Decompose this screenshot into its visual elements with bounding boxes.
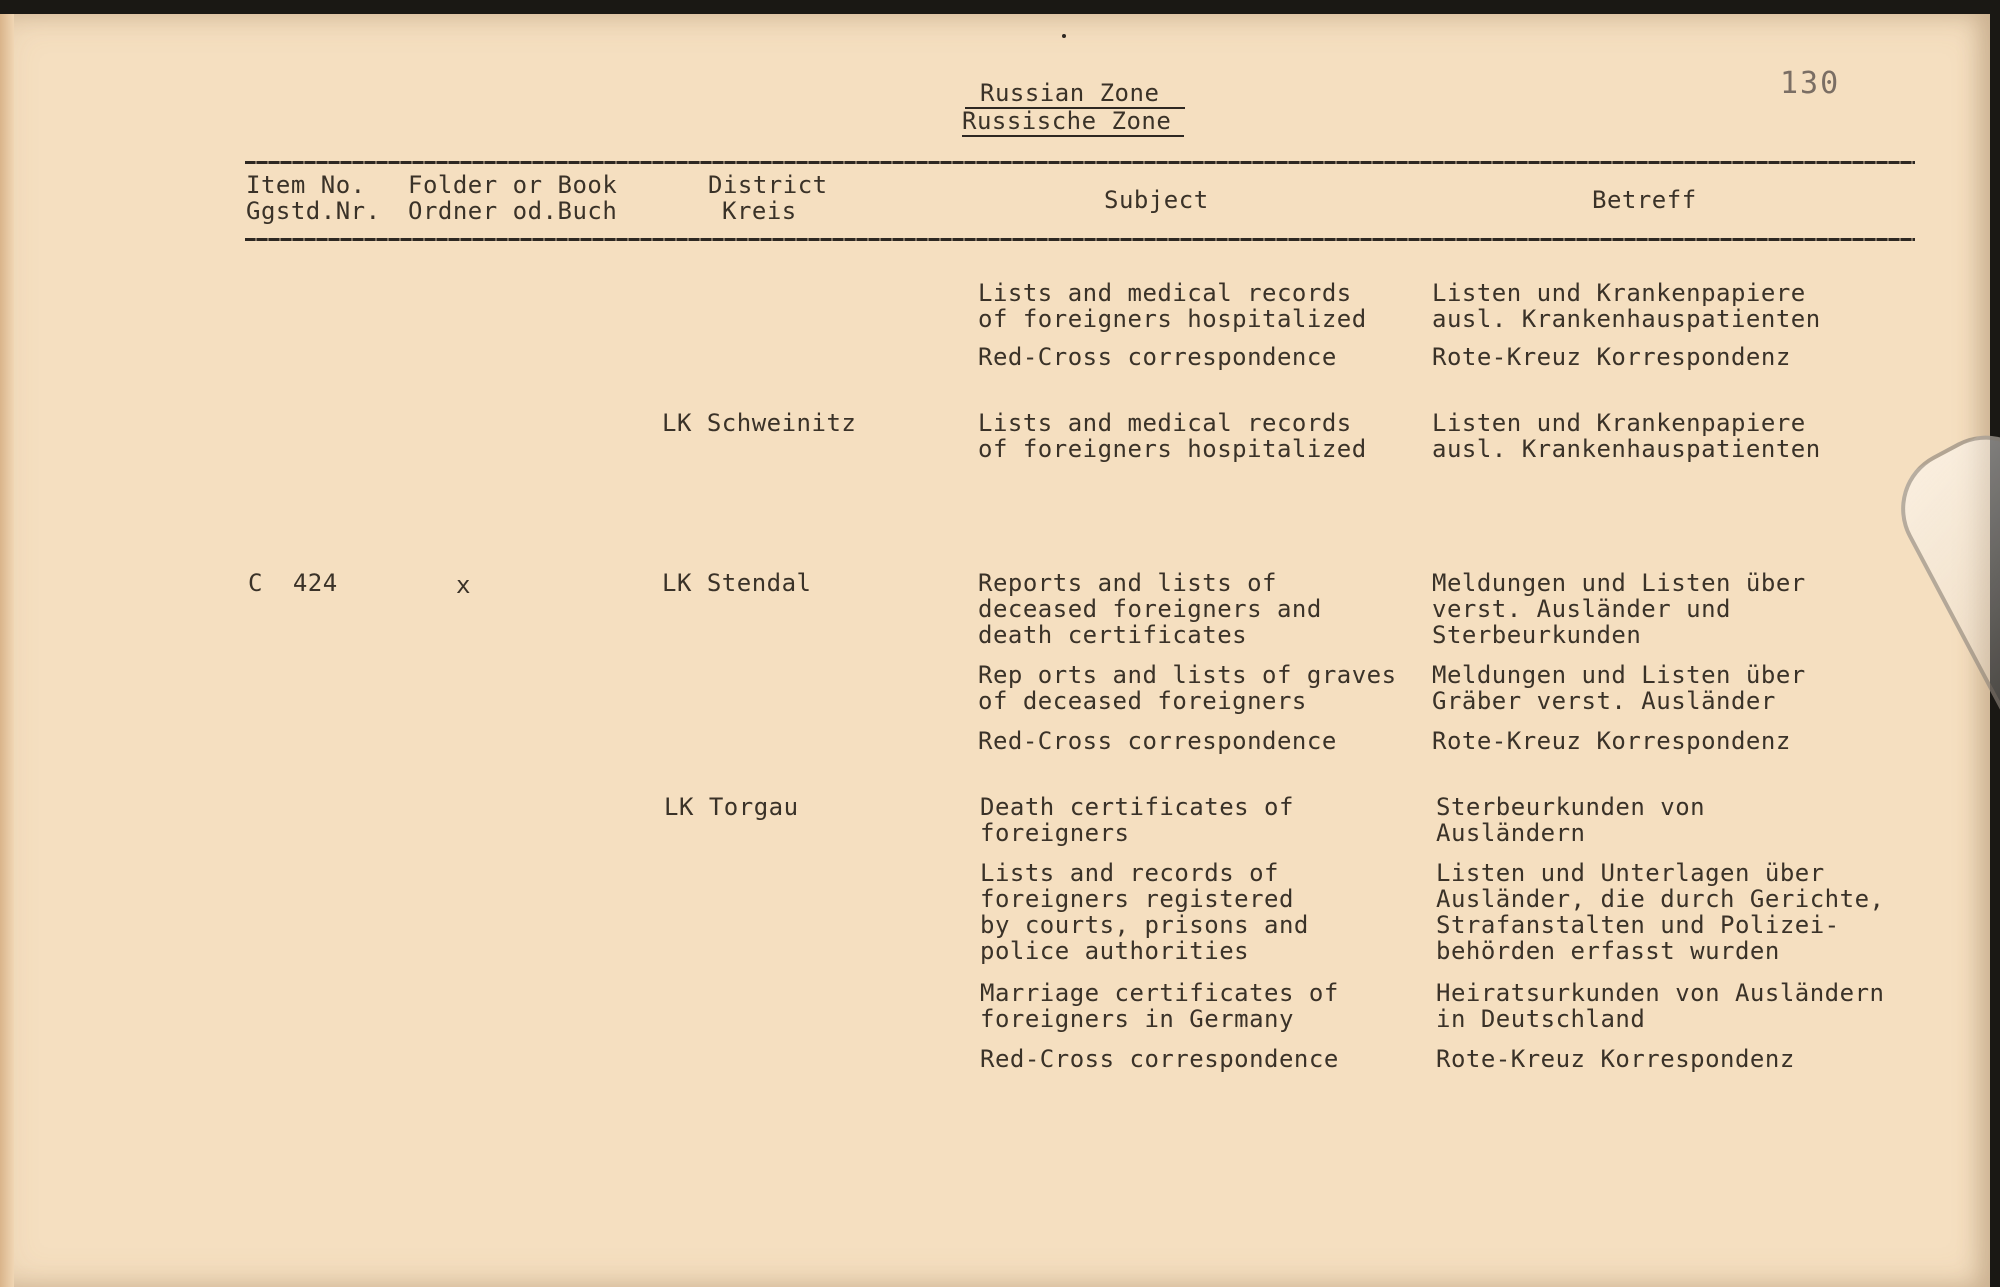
- row-9-subject: Marriage certificates of foreigners in Germany: [980, 979, 1339, 1033]
- title-german: Russische Zone: [962, 107, 1172, 135]
- row-6-betreff: Rote-Kreuz Korrespondenz: [1432, 727, 1791, 755]
- row-1-betreff: Listen und Krankenpapiere ausl. Krankenhauspatienten: [1432, 279, 1821, 333]
- row-2-betreff: Rote-Kreuz Korrespondenz: [1432, 343, 1791, 371]
- col-district-de: Kreis: [722, 197, 797, 225]
- row-10-subject: Red-Cross correspondence: [980, 1045, 1339, 1073]
- paper-clip: [1880, 415, 2000, 721]
- row-4-subject: Reports and lists of deceased foreigners and death certificates: [978, 569, 1322, 649]
- row-3-district: LK Schweinitz: [662, 409, 857, 437]
- row-4-betreff: Meldungen und Listen über verst. Ausländer und Sterbeurkunden: [1432, 569, 1806, 649]
- page-edge: [0, 14, 14, 1287]
- col-subject: Subject: [1104, 186, 1209, 214]
- row-4-folder: x: [456, 571, 471, 599]
- row-5-subject: Rep orts and lists of graves of deceased foreigners: [978, 661, 1397, 715]
- row-7-betreff: Sterbeurkunden von Ausländern: [1436, 793, 1706, 847]
- col-item-de: Ggstd.Nr.: [246, 197, 381, 225]
- col-folder-en: Folder or Book: [408, 171, 618, 199]
- row-1-subject: Lists and medical records of foreigners hospitalized: [978, 279, 1367, 333]
- header-rule-bottom: [245, 238, 1915, 241]
- row-10-betreff: Rote-Kreuz Korrespondenz: [1436, 1045, 1795, 1073]
- row-8-subject: Lists and records of foreigners registered by courts, prisons and police authorities: [980, 859, 1309, 965]
- col-betreff: Betreff: [1592, 186, 1697, 214]
- row-3-subject: Lists and medical records of foreigners hospitalized: [978, 409, 1367, 463]
- row-7-district: LK Torgau: [664, 793, 799, 821]
- row-7-subject: Death certificates of foreigners: [980, 793, 1294, 847]
- row-4-district: LK Stendal: [662, 569, 812, 597]
- row-8-betreff: Listen und Unterlagen über Ausländer, die durch Gerichte, Strafanstalten und Polizei- behörden erfasst wurden: [1436, 859, 1885, 965]
- col-folder-de: Ordner od.Buch: [408, 197, 618, 225]
- row-5-betreff: Meldungen und Listen über Gräber verst. Ausländer: [1432, 661, 1806, 715]
- row-3-betreff: Listen und Krankenpapiere ausl. Krankenhauspatienten: [1432, 409, 1821, 463]
- col-item-en: Item No.: [246, 171, 366, 199]
- row-2-subject: Red-Cross correspondence: [978, 343, 1337, 371]
- col-district-en: District: [708, 171, 828, 199]
- header-rule-top: [245, 161, 1915, 164]
- row-9-betreff: Heiratsurkunden von Ausländern in Deutschland: [1436, 979, 1885, 1033]
- title-underline-2: [962, 135, 1184, 137]
- row-6-subject: Red-Cross correspondence: [978, 727, 1337, 755]
- document-page: [0, 14, 1990, 1287]
- row-4-item: C 424: [248, 569, 338, 597]
- title-english: Russian Zone: [980, 79, 1160, 107]
- page-number: 130: [1780, 66, 1841, 101]
- speck: [1062, 34, 1066, 38]
